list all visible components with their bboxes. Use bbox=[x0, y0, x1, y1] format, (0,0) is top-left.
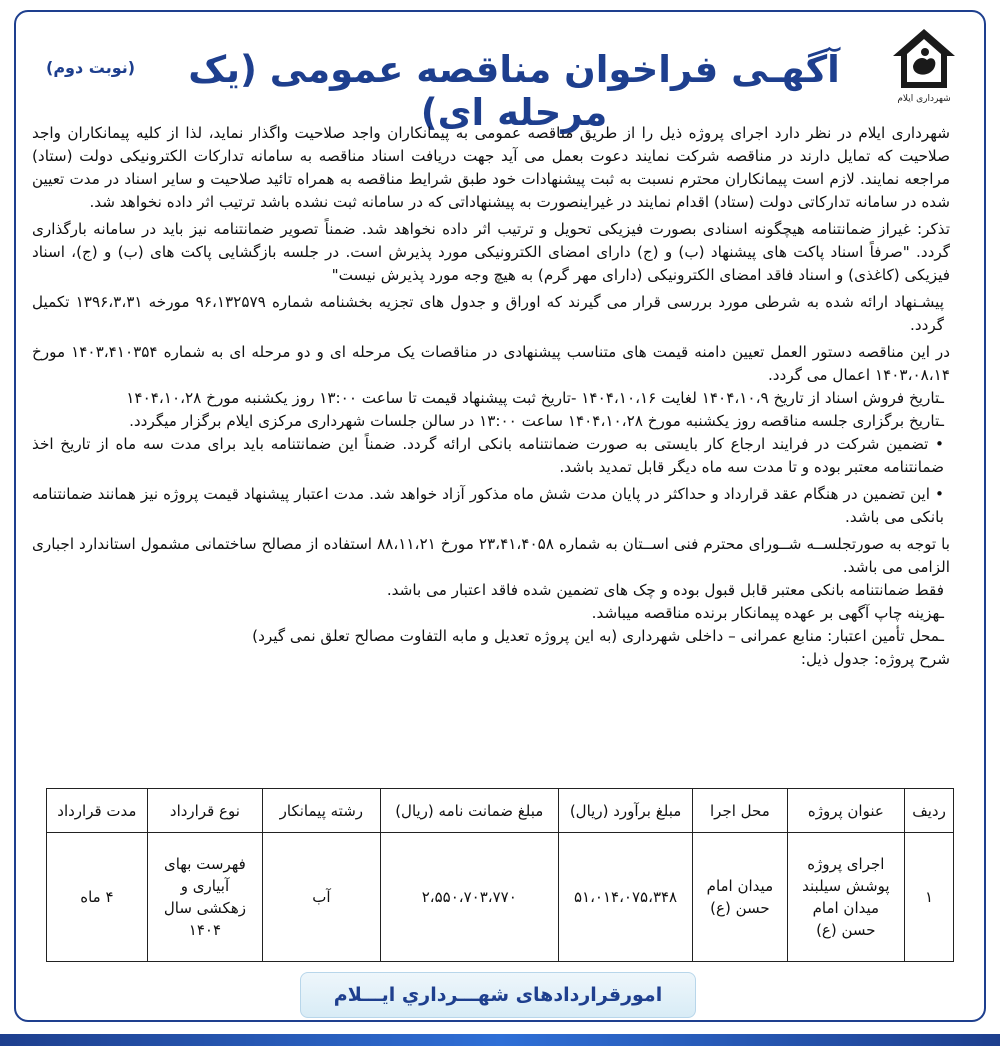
round-label: (نوبت دوم) bbox=[46, 58, 136, 77]
bottom-accent-bar bbox=[0, 1034, 1000, 1046]
sale-dates-line: ـتاریخ فروش اسناد از تاریخ ۱۴۰۴،۱۰،۹ لغایت ۱۴۰۴،۱۰،۱۶ -تاریخ ثبت پیشنهاد قیمت تا ساعت ۱۳:۰۰ روز یکشنبه مورخ ۱۴۰۴،۱۰،۲۸ bbox=[126, 389, 944, 407]
table-header-row bbox=[47, 789, 954, 833]
col-row-number: ردیف bbox=[905, 789, 954, 833]
guarantee-paragraph: • تضمین شرکت در فرایند ارجاع کار بایستی به صورت ضمانتنامه بانکی ارائه گردد. ضمناً این ضمانتنامه باید برای مدت سه ماه از تاریخ اخذ ضمانتنامه معتبر بوده و تا مدت سه ماه دیگر قابل تمدید باشد. bbox=[32, 435, 944, 476]
municipality-logo bbox=[884, 26, 964, 114]
bid-review-paragraph: پیشـنهاد ارائه شده به شرطی مورد بررسی قرار می گیرند که اوراق و جدول های تجزیه بخشنامه شماره ۹۶،۱۳۲۵۷۹ مورخه ۱۳۹۶،۳،۳۱ تکمیل گردد. bbox=[32, 293, 944, 334]
notice-body bbox=[32, 122, 950, 671]
house-hand-icon bbox=[889, 26, 959, 92]
logo-caption: شهرداری ایلام bbox=[897, 94, 951, 104]
cell-contract-duration: ۴ ماه bbox=[47, 833, 148, 962]
col-contract-type: نوع قرارداد bbox=[147, 789, 262, 833]
cell-contract-type: فهرست بهای آبیاری و زهکشی سال ۱۴۰۴ bbox=[147, 833, 262, 962]
col-contract-duration: مدت قرارداد bbox=[47, 789, 148, 833]
col-project-title: عنوان پروژه bbox=[787, 789, 904, 833]
col-contractor-field: رشته پیمانکار bbox=[263, 789, 380, 833]
col-estimate: مبلغ برآورد (ریال) bbox=[558, 789, 692, 833]
cell-row-number: ۱ bbox=[905, 833, 954, 962]
table-row bbox=[47, 833, 954, 962]
standard-materials-paragraph: با توجه به صورتجلســه شــورای محترم فنی اســتان به شماره ۲۳،۴۱،۴۰۵۸ مورخ ۸۸،۱۱،۲۱ استفاده از مصالح ساختمانی مشمول استاندارد اجباری الزامی می باشد. bbox=[32, 535, 950, 576]
cell-location: میدان امام حسن (ع) bbox=[693, 833, 787, 962]
price-range-paragraph: در این مناقصه دستور العمل تعیین دامنه قیمت های متناسب پیشنهادی در مناقصات یک مرحله ای و دو مرحله ای به شماره ۱۴۰۳،۴۱۰۳۵۴ مورخ ۱۴۰۳،۰۸،۱۴ اعمال می گردد. bbox=[32, 343, 950, 384]
notice-title: آگهـی فراخوان مناقصه عمومی (یک مرحله ای) bbox=[188, 48, 840, 134]
meeting-date-line: ـتاریخ برگزاری جلسه مناقصه روز یکشنبه مورخ ۱۴۰۴،۱۰،۲۸ ساعت ۱۳:۰۰ در سالن جلسات شهرداری مرکزی ایلام برگزار میگردد. bbox=[129, 412, 944, 430]
projects-table bbox=[46, 788, 954, 962]
contracts-office-banner: امورقراردادهای شهـــرداري ايـــلام bbox=[300, 972, 696, 1018]
cell-contractor-field: آب bbox=[263, 833, 380, 962]
reminder-paragraph: تذکر: غیراز ضمانتنامه هیچگونه اسنادی بصورت فیزیکی تحویل و ترتیب اثر داده نخواهد شد. ضمناً تصویر ضمانتنامه نیز باید در سامانه بارگذاری گردد. "صرفاً اسناد پاکت های پیشنهاد (ب) و (ج) دارای امضای الکترونیکی مورد پذیرش است. در جلسه بازگشایی پاکت های (ب) و (ج)، اسناد فیزیکی (کاغذی) و اسناد فاقد امضای الکترونیکی (دارای مهر گرم) به هیچ وجه مورد پذیرش نیست" bbox=[32, 220, 950, 284]
cell-guarantee-amount: ۲،۵۵۰،۷۰۳،۷۷۰ bbox=[380, 833, 558, 962]
notice-header bbox=[34, 22, 974, 134]
bank-guarantee-line: فقط ضمانتنامه بانکی معتبر قابل قبول بوده و چک های تضمین شده فاقد اعتبار می باشد. bbox=[386, 581, 944, 599]
funding-source-line: ـمحل تأمین اعتبار: منابع عمرانی – داخلی شهرداری (به این پروژه تعدیل و مابه التفاوت مصالح تعلق نمی گیرد) bbox=[252, 627, 944, 645]
guarantee-release-paragraph: • این تضمین در هنگام عقد قرارداد و حداکثر در پایان مدت شش ماه مذکور آزاد خواهد شد. مدت اعتبار پیشنهاد قیمت پروژه نیز همانند ضمانتنامه بانکی می باشد. bbox=[32, 485, 944, 526]
project-description-label: شرح پروژه: جدول ذیل: bbox=[800, 650, 950, 668]
ad-cost-line: ـهزینه چاپ آگهی بر عهده پیمانکار برنده مناقصه میباشد. bbox=[591, 604, 944, 622]
cell-project-title: اجرای پروژه پوشش سیلبند میدان امام حسن (ع) bbox=[787, 833, 904, 962]
intro-paragraph: شهرداری ایلام در نظر دارد اجرای پروژه ذیل را از طریق مناقصه عمومی به پیمانکاران واجد صلاحیت واگذار نماید، لذا از کلیه پیمانکاران واجد صلاحیت که تمایل دارند در مناقصه شرکت نمایند دعوت بعمل می آید جهت دریافت اسناد مناقصه به سامانه تدارکات الکترونیکی دولت (ستاد) مراجعه نمایند. لازم است پیمانکاران محترم نسبت به ثبت پیشنهادات خود طبق شرایط مناقصه به همراه تائید صلاحیت و سایر اسناد در مدت تعیین شده در سامانه تدارکاتی دولت (ستاد) اقدام نمایند در غیراینصورت به پیشنهاداتی که در سامانه ثبت نشده باشد ترتیب اثر داده نخواهد شد. bbox=[32, 124, 950, 211]
col-guarantee-amount: مبلغ ضمانت نامه (ریال) bbox=[380, 789, 558, 833]
cell-estimate: ۵۱،۰۱۴،۰۷۵،۳۴۸ bbox=[558, 833, 692, 962]
col-location: محل اجرا bbox=[693, 789, 787, 833]
